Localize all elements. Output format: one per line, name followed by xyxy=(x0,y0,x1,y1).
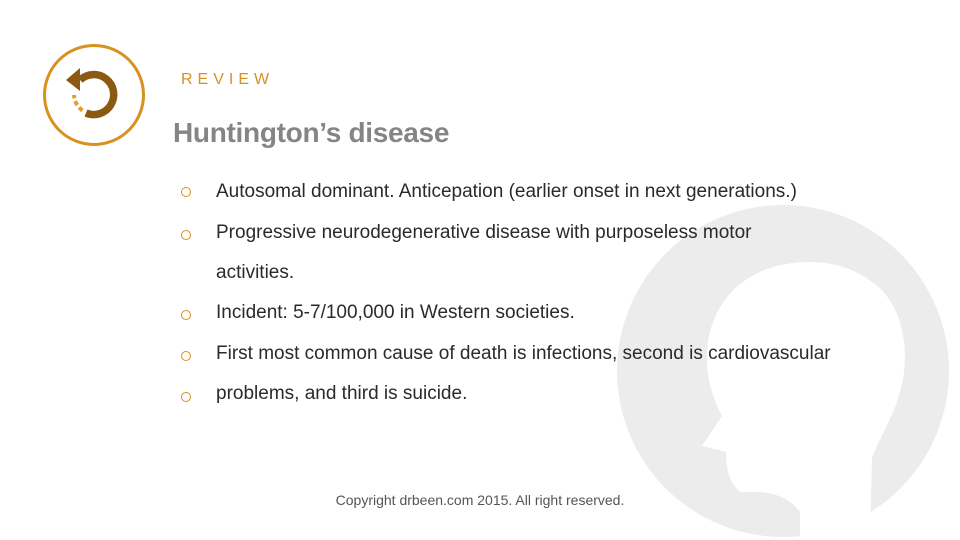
bullet-line: activities. xyxy=(216,262,295,283)
bullet-marker-icon xyxy=(181,310,191,320)
slide-title: Huntington’s disease xyxy=(173,117,450,148)
bullet-line: Incident: 5-7/100,000 in Western societies. xyxy=(216,302,575,323)
footer-copyright: Copyright drbeen.com 2015. All right reserved. xyxy=(335,492,625,508)
bullet-line: Progressive neurodegenerative disease with purposeless motor xyxy=(216,222,752,243)
bullet-line: Autosomal dominant. Anticepation (earlier onset in next generations.) xyxy=(216,181,797,202)
review-cycle-icon xyxy=(42,43,146,147)
bullet-marker-icon xyxy=(181,392,191,402)
section-label: REVIEW xyxy=(181,71,275,88)
bullet-marker-icon xyxy=(181,187,191,197)
bullet-marker-icon xyxy=(181,230,191,240)
bullet-marker-icon xyxy=(181,351,191,361)
bullet-line: First most common cause of death is infections, second is cardiovascular xyxy=(216,343,831,364)
bullet-line: problems, and third is suicide. xyxy=(216,383,468,404)
